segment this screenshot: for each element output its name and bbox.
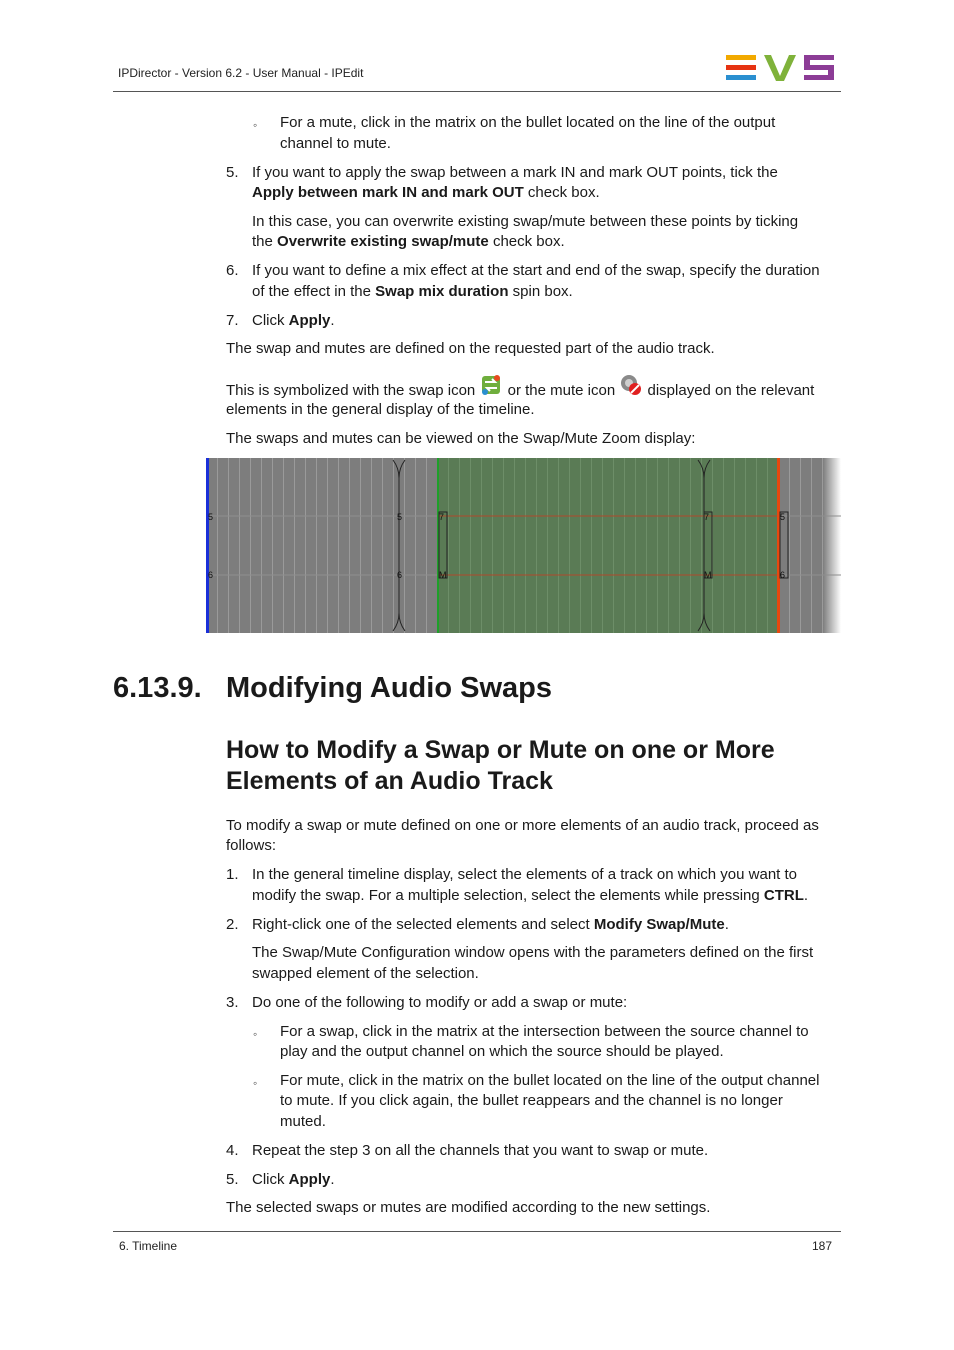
- intro-line1: To modify a swap or mute defined on one or more elements of an audio track, proceed as: [226, 817, 819, 834]
- result-text: The selected swaps or mutes are modified according to the new settings.: [226, 1199, 711, 1216]
- step-number: 5.: [226, 1171, 239, 1188]
- step2-note-line2: swapped element of the selection.: [252, 965, 479, 982]
- step5-tail: check box.: [523, 184, 600, 201]
- section-title: Modifying Audio Swaps: [226, 672, 552, 704]
- footer-rule: [113, 1231, 841, 1232]
- step5-note-line2: [252, 231, 565, 252]
- step5-note-line1: In this case, you can overwrite existing swap/mute between these points by ticking: [252, 213, 799, 230]
- step5-tail: .: [330, 1171, 335, 1188]
- channel-label: M: [704, 570, 712, 580]
- swap-mute-zoom-display: [206, 458, 841, 633]
- step5-line2: [252, 182, 600, 203]
- step5-text: [252, 1169, 335, 1190]
- mark-in-marker: [206, 458, 209, 633]
- step2-text: [252, 914, 729, 935]
- step-number: 5.: [226, 164, 239, 181]
- step-number: 2.: [226, 916, 239, 933]
- ctrl-key: CTRL: [763, 887, 804, 904]
- apply-label: Apply: [288, 1171, 331, 1188]
- step-number: 6.: [226, 262, 239, 279]
- subsection-title-line1: How to Modify a Swap or Mute on one or More: [226, 736, 775, 764]
- channel-label: 7: [704, 512, 710, 522]
- step2-tail: .: [724, 916, 729, 933]
- step7-tail: .: [330, 312, 335, 329]
- step1-tail: .: [803, 887, 809, 904]
- step5-line1: If you want to apply the swap between a mark IN and mark OUT points, tick the: [252, 164, 778, 181]
- subsection-title-line2: Elements of an Audio Track: [226, 767, 553, 795]
- step6-pre: of the effect in the: [252, 283, 376, 300]
- channel-label: 5: [397, 512, 403, 522]
- step4-text: Repeat the step 3 on all the channels that you want to swap or mute.: [252, 1142, 709, 1159]
- channel-label: 5: [208, 512, 214, 522]
- apply-between-marks-option: Apply between mark IN and mark OUT: [252, 184, 524, 201]
- symbol-text-b: or the mute icon: [503, 382, 620, 399]
- swap-mix-duration-option: Swap mix duration: [375, 283, 509, 300]
- step-number: 4.: [226, 1142, 239, 1159]
- symbol-line2: elements in the general display of the timeline.: [226, 401, 535, 418]
- section-number: 6.13.9.: [113, 672, 202, 704]
- overwrite-option: Overwrite existing swap/mute: [277, 233, 489, 250]
- evs-logo: [726, 54, 834, 82]
- step2-pre: Right-click one of the selected elements and select: [252, 916, 594, 933]
- bullet-mark: ◦: [253, 118, 258, 132]
- symbol-text-a: This is symbolized with the swap icon: [226, 382, 480, 399]
- symbol-text-c: displayed on the relevant: [643, 382, 815, 399]
- bullet-mute-line3: muted.: [280, 1113, 326, 1130]
- step-number: 7.: [226, 312, 239, 329]
- bullet-mute-line1: For mute, click in the matrix on the bullet located on the line of the output channel: [280, 1072, 820, 1089]
- page-number: 187: [812, 1239, 833, 1253]
- bullet-swap-line1: For a swap, click in the matrix at the intersection between the source channel to: [280, 1023, 809, 1040]
- bullet-mute-line2: to mute. If you click again, the bullet reappears and the channel is no longer: [280, 1092, 783, 1109]
- zoom-caption: The swaps and mutes can be viewed on the Swap/Mute Zoom display:: [226, 430, 696, 447]
- mute-icon: [619, 373, 643, 397]
- step6-line2: [252, 281, 573, 302]
- step5-note-tail: check box.: [488, 233, 565, 250]
- symbol-line: [226, 373, 814, 401]
- channel-label: 7: [439, 512, 445, 522]
- bullet-mark: ◦: [253, 1076, 258, 1090]
- header-title: IPDirector - Version 6.2 - User Manual - IPEdit: [118, 66, 364, 80]
- bullet-mute-line1: For a mute, click in the matrix on the bullet located on the line of the output: [280, 114, 776, 131]
- channel-label: 5: [780, 512, 786, 522]
- modify-swap-mute-command: Modify Swap/Mute: [593, 916, 725, 933]
- result-text: The swap and mutes are defined on the requested part of the audio track.: [226, 340, 715, 357]
- step1-pre: modify the swap. For a multiple selection, select the elements while pressing: [252, 887, 764, 904]
- step7-text: [252, 310, 335, 331]
- step-number: 3.: [226, 994, 239, 1011]
- step-number: 1.: [226, 866, 239, 883]
- step6-line1: If you want to define a mix effect at the start and end of the swap, specify the duration: [252, 262, 820, 279]
- swap-icon: [479, 373, 503, 397]
- step2-note-line1: The Swap/Mute Configuration window opens with the parameters defined on the first: [252, 944, 814, 961]
- apply-label: Apply: [288, 312, 331, 329]
- bullet-mark: ◦: [253, 1027, 258, 1041]
- header-rule: [113, 91, 841, 92]
- step7-pre: Click: [252, 312, 289, 329]
- step1-line1: In the general timeline display, select the elements of a track on which you want to: [252, 866, 798, 883]
- step5-note-pre: the: [252, 233, 278, 250]
- channel-label: 6: [208, 570, 214, 580]
- channel-label: 6: [780, 570, 786, 580]
- channel-label: M: [439, 570, 447, 580]
- intro-line2: follows:: [226, 837, 277, 854]
- step5-pre: Click: [252, 1171, 289, 1188]
- step3-text: Do one of the following to modify or add a swap or mute:: [252, 994, 628, 1011]
- bullet-swap-line2: play and the output channel on which the source should be played.: [280, 1043, 724, 1060]
- bullet-mute-line2: channel to mute.: [280, 135, 391, 152]
- footer-chapter: 6. Timeline: [119, 1239, 178, 1253]
- step1-line2: [252, 885, 808, 906]
- step6-tail: spin box.: [508, 283, 573, 300]
- channel-label: 6: [397, 570, 403, 580]
